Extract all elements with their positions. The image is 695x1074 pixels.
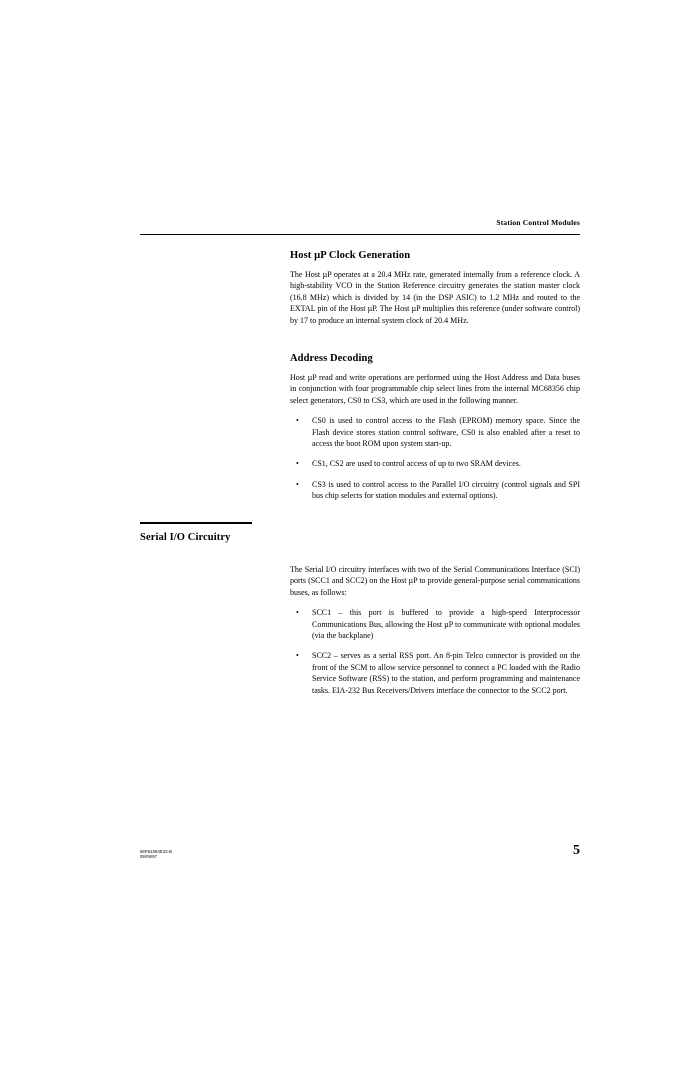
paragraph-clock-generation: The Host µP operates at a 20.4 MHz rate, generated internally from a reference clock. A high-stability VCO in the Station Reference circuitry generates the station master clock (16.8 MHz) which is divided by 14 (in the DSP ASIC) to 1.2 MHz and routed to the EXTAL pin of the Host µP. The Host µP multiplies this reference (under software control) by 17 to produce an internal system clock of 20.4 MHz.	[290, 270, 580, 325]
header-divider	[140, 234, 580, 235]
paragraph-address-decoding: Host µP read and write operations are performed using the Host Address and Data buses in conjunction with four programmable chip select lines from the internal MC68356 chip select generators, CS0 to CS3, which are used in the following manner.	[290, 373, 580, 405]
bullet-icon: •	[296, 651, 299, 661]
list-item-text: SCC2 – serves as a serial RSS port. An 8-pin Telco connector is provided on the front of the SCM to allow service personnel to connect a PC loaded with the Radio Service Software (RSS) to the station, and perform programming and maintenance tasks. EIA-232 Bus Receivers/Drivers interface the connector to the SCC2 port.	[312, 651, 580, 695]
marginal-section-head	[140, 522, 285, 543]
list-item	[290, 415, 580, 449]
marginal-head-divider	[140, 522, 252, 524]
footer-doc-id-line1: 68P81094E32-B	[140, 849, 173, 854]
list-item	[290, 479, 580, 502]
paragraph-serial-io: The Serial I/O circuitry interfaces with two of the Serial Communications Interface (SCI) ports (SCC1 and SCC2) on the Host µP to provide general-purpose serial communications buses, as follows:	[290, 565, 580, 597]
running-header: Station Control Modules	[496, 218, 580, 227]
bullet-icon: •	[296, 416, 299, 426]
list-item	[290, 458, 580, 469]
footer-doc-id-line2: 09/09/97	[140, 854, 158, 860]
bullet-list-chip-selects	[290, 415, 580, 501]
bullet-icon: •	[296, 459, 299, 469]
list-item	[290, 607, 580, 641]
footer-document-id	[140, 849, 172, 860]
list-item-text: CS3 is used to control access to the Parallel I/O circuitry (control signals and SPI bus chip selects for station modules and external options).	[312, 479, 580, 501]
list-item-text: CS1, CS2 are used to control access of up to two SRAM devices.	[312, 459, 521, 469]
page-number: 5	[573, 843, 580, 858]
list-item-text: SCC1 – this port is buffered to provide a high-speed Interprocessor Communications Bus, allowing the Host µP to communicate with optional modules (via the backplane)	[312, 608, 580, 641]
marginal-heading-serial-io: Serial I/O Circuitry	[140, 532, 231, 543]
section-heading-address-decoding: Address Decoding	[290, 353, 373, 364]
section-heading-clock-generation: Host µP Clock Generation	[290, 250, 411, 261]
section-address-decoding	[290, 353, 580, 511]
list-item	[290, 650, 580, 696]
section-clock-generation	[290, 250, 580, 335]
list-item-text: CS0 is used to control access to the Flash (EPROM) memory space. Since the Flash device stores station control software, CS0 is also enabled after a reset to access the boot ROM upon system start-up.	[312, 416, 580, 449]
bullet-list-serial-ports	[290, 607, 580, 696]
section-serial-io	[290, 564, 580, 705]
bullet-icon: •	[296, 479, 299, 489]
bullet-icon: •	[296, 608, 299, 618]
